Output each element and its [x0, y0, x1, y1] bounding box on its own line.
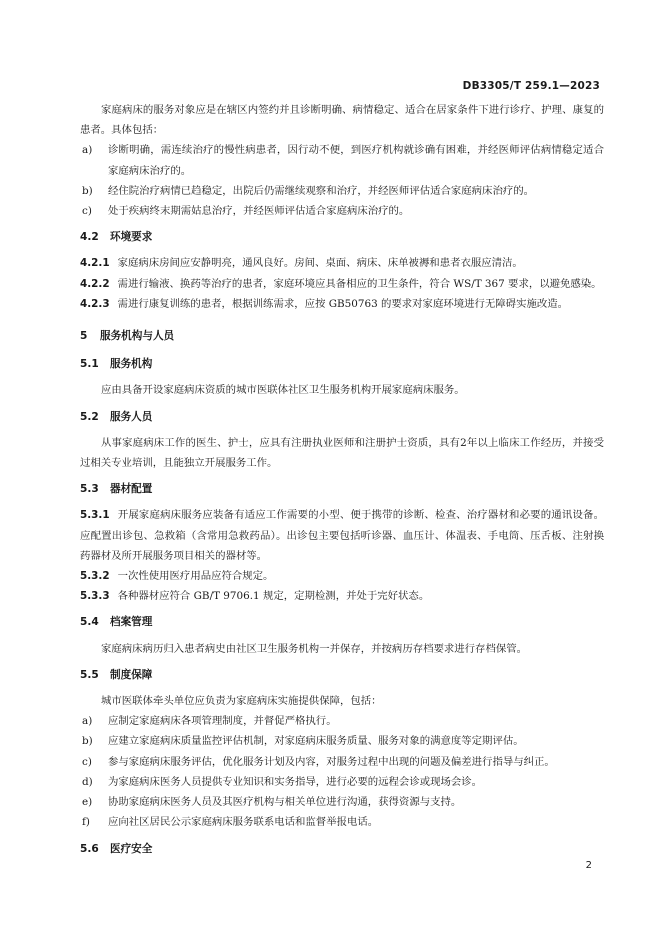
- clause-number: 5.3.2: [80, 570, 110, 583]
- list-marker: d): [82, 775, 93, 788]
- clause-4-2-3: [80, 294, 604, 314]
- section-number: 5.6: [80, 842, 99, 855]
- section-heading-5-2: [80, 407, 604, 427]
- clause-5-3-2: [80, 566, 604, 586]
- clause-text: 各种器材应符合 GB/T 9706.1 规定，定期检测，并处于完好状态。: [117, 590, 430, 603]
- list-item: [80, 772, 604, 792]
- clause-text: 需进行康复训练的患者，根据训练需求，应按 GB50763 的要求对家庭环境进行无障碍实施改造。: [117, 297, 569, 310]
- page-number: 2: [585, 860, 592, 871]
- list-marker: c): [82, 205, 92, 218]
- document-body: [80, 100, 604, 859]
- list-item: [80, 812, 604, 832]
- chapter-number: 5: [80, 330, 88, 343]
- clause-5-3-1: [80, 505, 604, 566]
- list-marker: c): [82, 755, 92, 768]
- intro-paragraph: 家庭病床的服务对象应是在辖区内签约并且诊断明确、病情稳定、适合在居家条件下进行诊疗、护理、康复的患者。具体包括：: [80, 104, 604, 137]
- section-number: 5.5: [80, 668, 99, 681]
- clause-number: 4.2.2: [80, 277, 110, 290]
- list-item-text: 参与家庭病床服务评估，优化服务计划及内容，对服务过程中出现的问题及偏差进行指导与纠正。: [108, 755, 555, 768]
- clause-5-3-3: [80, 586, 604, 606]
- section-title: 制度保障: [110, 668, 153, 681]
- section-heading-5-4: [80, 612, 604, 632]
- section-paragraph: 应由具备开设家庭病床资质的城市医联体社区卫生服务机构开展家庭病床服务。: [101, 384, 465, 397]
- section-paragraph: 家庭病床病历归入患者病史由社区卫生服务机构一并保存，并按病历存档要求进行存档保管。: [101, 642, 528, 655]
- section-title: 器材配置: [110, 483, 153, 496]
- section-title: 环境要求: [110, 231, 153, 244]
- document-code-header: DB3305/T 259.1—2023: [462, 80, 600, 92]
- chapter-title: 服务机构与人员: [100, 330, 175, 343]
- clause-text: 一次性使用医疗用品应符合规定。: [117, 570, 274, 583]
- list-marker: b): [82, 735, 93, 748]
- section-title: 档案管理: [110, 616, 153, 629]
- list-item: [80, 752, 604, 772]
- section-title: 医疗安全: [110, 842, 153, 855]
- clause-number: 5.3.1: [80, 509, 110, 522]
- section-title: 服务人员: [110, 410, 153, 423]
- section-heading-5-1: [80, 354, 604, 374]
- clause-number: 5.3.3: [80, 590, 110, 603]
- list-item-text: 为家庭病床医务人员提供专业知识和实务指导，进行必要的远程会诊或现场会诊。: [108, 775, 483, 788]
- section-number: 5.4: [80, 616, 99, 629]
- clause-4-2-2: [80, 274, 604, 294]
- list-marker: f): [82, 816, 90, 829]
- section-heading-5-3: [80, 479, 604, 499]
- section-heading-5-5: [80, 665, 604, 685]
- section-number: 5.1: [80, 358, 99, 371]
- clause-text: 需进行输液、换药等治疗的患者，家庭环境应具备相应的卫生条件，符合 WS/T 367 要求，以避免感染。: [117, 277, 602, 290]
- list-item: [80, 140, 604, 180]
- list-item: [80, 201, 604, 221]
- clause-text: 家庭病床房间应安静明亮，通风良好。房间、桌面、病床、床单被褥和患者衣服应清洁。: [117, 257, 523, 270]
- list-item: [80, 731, 604, 751]
- clause-text: 开展家庭病床服务应装备有适应工作需要的小型、便于携带的诊断、检查、治疗器材和必要的通讯设备。应配置出诊包、急救箱（含常用急救药品）。出诊包主要包括听诊器、血压计、体温表、手电筒、压舌板、注射换药器材及所开展服务项目相关的器材等。: [80, 509, 604, 562]
- section-heading-4-2: [80, 227, 604, 247]
- clause-number: 4.2.1: [80, 257, 110, 270]
- list-item-text: 经住院治疗病情已趋稳定，出院后仍需继续观察和治疗，并经医师评估适合家庭病床治疗的。: [108, 184, 535, 197]
- section-number: 5.3: [80, 483, 99, 496]
- list-item: [80, 711, 604, 731]
- list-item-text: 应制定家庭病床各项管理制度，并督促严格执行。: [108, 715, 337, 728]
- section-heading-5-6: [80, 839, 604, 859]
- list-item-text: 协助家庭病床医务人员及其医疗机构与相关单位进行沟通，获得资源与支持。: [108, 796, 462, 809]
- list-marker: a): [82, 715, 93, 728]
- section-number: 4.2: [80, 231, 99, 244]
- chapter-heading-5: [80, 326, 604, 346]
- list-marker: a): [82, 144, 93, 157]
- list-marker: e): [82, 796, 93, 809]
- clause-number: 4.2.3: [80, 297, 110, 310]
- list-item: [80, 181, 604, 201]
- section-title: 服务机构: [110, 358, 153, 371]
- list-item: [80, 792, 604, 812]
- list-marker: b): [82, 184, 93, 197]
- list-item-text: 诊断明确，需连续治疗的慢性病患者，因行动不便，到医疗机构就诊确有困难，并经医师评估病情稳定适合家庭病床治疗的。: [108, 144, 604, 177]
- clause-4-2-1: [80, 253, 604, 273]
- section-paragraph: 城市医联体牵头单位应负责为家庭病床实施提供保障，包括：: [101, 695, 382, 708]
- list-item-text: 应向社区居民公示家庭病床服务联系电话和监督举报电话。: [108, 816, 379, 829]
- section-paragraph: 从事家庭病床工作的医生、护士，应具有注册执业医师和注册护士资质，具有2年以上临床工作经历，并接受过相关专业培训，且能独立开展服务工作。: [80, 436, 604, 470]
- list-item-text: 应建立家庭病床质量监控评估机制，对家庭病床服务质量、服务对象的满意度等定期评估。: [108, 735, 524, 748]
- section-number: 5.2: [80, 410, 99, 423]
- list-item-text: 处于疾病终末期需姑息治疗，并经医师评估适合家庭病床治疗的。: [108, 205, 410, 218]
